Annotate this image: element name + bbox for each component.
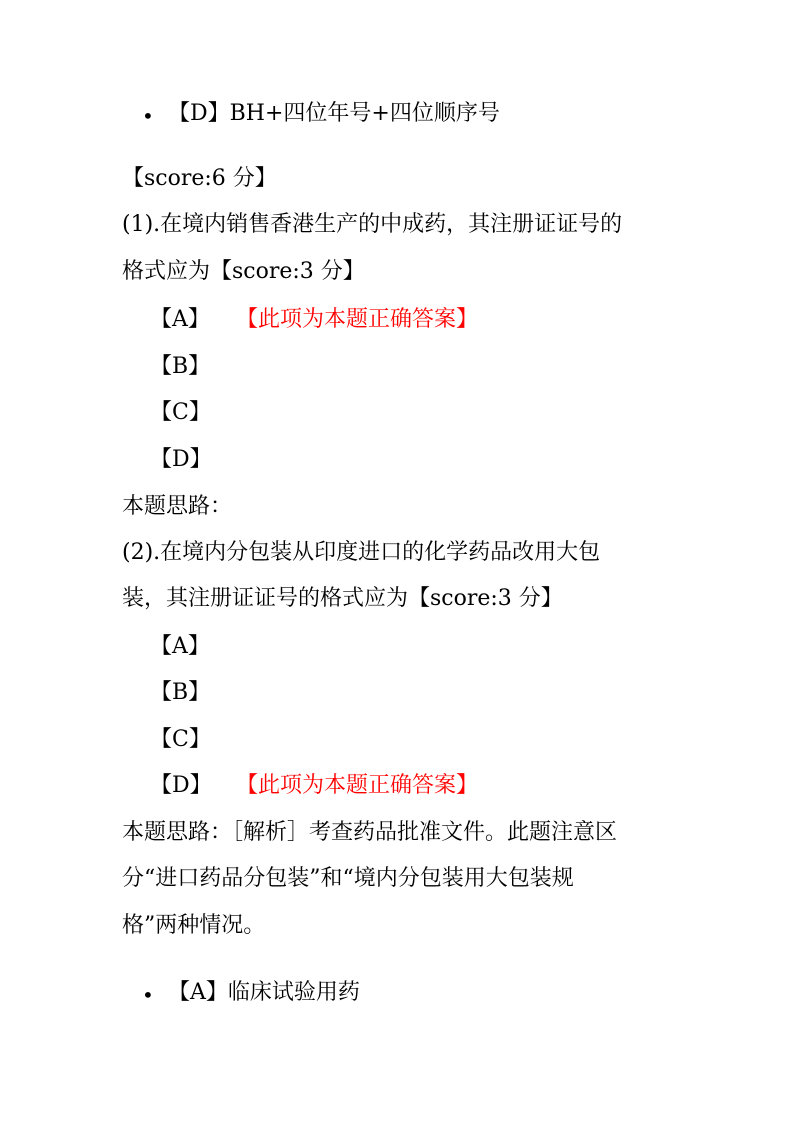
question-2-analysis-line-1: 本题思路：［解析］考查药品批准文件。此题注意区 — [122, 820, 618, 845]
question-2-option-d: 【D】 — [150, 773, 212, 798]
question-2-option-a: 【A】 — [150, 634, 210, 659]
question-1-option-d: 【D】 — [150, 447, 212, 472]
option-d-text: 【D】BH+四位年号+四位顺序号 — [168, 101, 500, 126]
question-1-option-a: 【A】 — [150, 307, 210, 332]
question-1-option-b: 【B】 — [150, 354, 211, 379]
bullet-icon: • — [142, 104, 154, 128]
question-1-option-c: 【C】 — [150, 400, 211, 425]
question-2-analysis-line-3: 格”两种情况。 — [122, 913, 266, 938]
section-score: 【score:6 分】 — [122, 166, 277, 191]
question-1-line-2: 格式应为【score:3 分】 — [122, 259, 365, 284]
question-1-correct-label: 【此项为本题正确答案】 — [236, 307, 479, 332]
question-2-option-b: 【B】 — [150, 680, 211, 705]
option-a-text: 【A】临床试验用药 — [168, 980, 360, 1005]
question-2-option-c: 【C】 — [150, 727, 211, 752]
bullet-icon: • — [142, 983, 154, 1007]
question-2-analysis-line-2: 分“进口药品分包装”和“境内分包装用大包装规 — [122, 866, 574, 891]
question-1-line-1: (1).在境内销售香港生产的中成药，其注册证证号的 — [122, 212, 623, 237]
question-2-line-1: (2).在境内分包装从印度进口的化学药品改用大包 — [122, 540, 601, 565]
question-2-correct-label: 【此项为本题正确答案】 — [236, 773, 479, 798]
question-1-analysis: 本题思路： — [122, 494, 233, 519]
question-2-line-2: 装，其注册证证号的格式应为【score:3 分】 — [122, 586, 563, 611]
